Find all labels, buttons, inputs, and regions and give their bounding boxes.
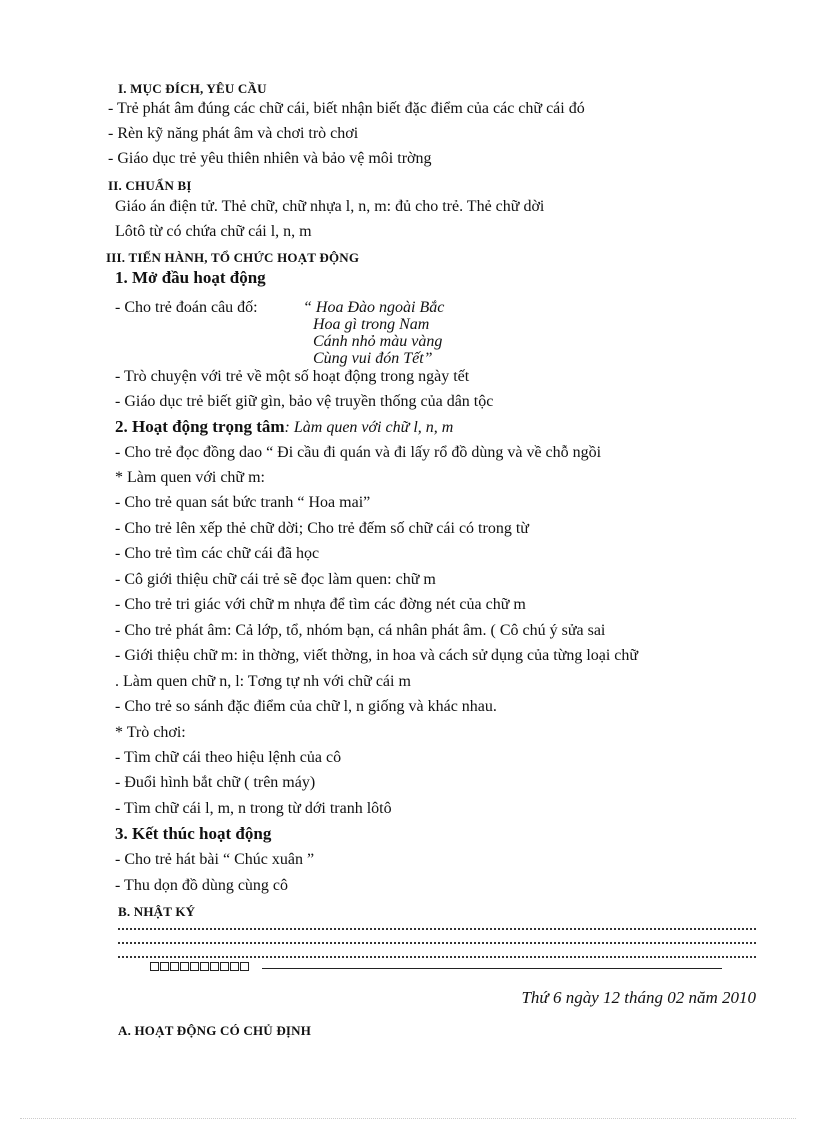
part-2-line: - Cho trẻ phát âm: Cả lớp, tổ, nhóm bạn, cá nhân phát âm. ( Cô chú ý sửa sai [115, 622, 606, 639]
placeholder-box [170, 962, 179, 971]
riddle-line: Hoa gì trong Nam [313, 316, 430, 333]
part-2-line: - Cho trẻ quan sát bức tranh “ Hoa mai” [115, 494, 371, 511]
page-bottom-edge [20, 1118, 796, 1119]
section-a-heading: A. HOẠT ĐỘNG CÓ CHỦ ĐỊNH [118, 1023, 312, 1038]
part-2-line: * Làm quen với chữ m: [115, 469, 265, 486]
section-2-heading: II. CHUẨN BỊ [108, 178, 192, 193]
placeholder-box [160, 962, 169, 971]
date-line: Thứ 6 ngày 12 tháng 02 năm 2010 [521, 988, 756, 1007]
section-3-heading: III. TIẾN HÀNH, TỔ CHỨC HOẠT ĐỘNG [106, 250, 360, 265]
placeholder-box [230, 962, 239, 971]
part-2-line: - Tìm chữ cái l, m, n trong từ dới tranh lôtô [115, 800, 392, 817]
part-3-line: - Thu dọn đồ dùng cùng cô [115, 877, 289, 894]
part-2-line: * Trò chơi: [115, 724, 186, 741]
riddle-line: “ Hoa Đào ngoài Bắc [303, 299, 445, 316]
part-2-line: - Đuổi hình bắt chữ ( trên máy) [115, 774, 316, 791]
part-1-line: - Trò chuyện với trẻ về một số hoạt động trong ngày tết [115, 368, 470, 385]
placeholder-box [240, 962, 249, 971]
part-2-line: - Giới thiệu chữ m: in thờng, viết thờng, in hoa và cách sử dụng của từng loại chữ [115, 647, 639, 664]
section-1-line: - Giáo dục trẻ yêu thiên nhiên và bảo vệ môi trờng [108, 150, 432, 167]
part-2-line: - Tìm chữ cái theo hiệu lệnh của cô [115, 749, 342, 766]
part-1-line: - Giáo dục trẻ biết giữ gìn, bảo vệ truyền thống của dân tộc [115, 393, 494, 410]
section-b-heading: B. NHẬT KÝ [118, 904, 196, 919]
section-1-line: - Rèn kỹ năng phát âm và chơi trò chơi [108, 125, 359, 142]
section-2-line: Giáo án điện tử. Thẻ chữ, chữ nhựa l, n, m: đủ cho trẻ. Thẻ chữ dời [115, 198, 545, 215]
dotted-line [118, 942, 756, 944]
placeholder-box [180, 962, 189, 971]
placeholder-box [190, 962, 199, 971]
dotted-line [118, 956, 756, 958]
part-3-line: - Cho trẻ hát bài “ Chúc xuân ” [115, 851, 315, 868]
part-2-title: 2. Hoạt động trọng tâm [115, 417, 285, 436]
part-3-title: 3. Kết thúc hoạt động [115, 824, 272, 843]
part-2-line: - Cho trẻ tìm các chữ cái đã học [115, 545, 320, 562]
part-2-line: - Cho trẻ tri giác với chữ m nhựa để tìm các đờng nét của chữ m [115, 596, 526, 613]
placeholder-box [150, 962, 159, 971]
part-2-subtitle: : Làm quen với chữ l, n, m [284, 419, 454, 436]
section-1-line: - Trẻ phát âm đúng các chữ cái, biết nhận biết đặc điểm của các chữ cái đó [108, 100, 585, 117]
separator-rule [262, 968, 722, 969]
dotted-line [118, 928, 756, 930]
riddle-intro: - Cho trẻ đoán câu đố: [115, 299, 258, 316]
placeholder-box [220, 962, 229, 971]
placeholder-box [200, 962, 209, 971]
part-2-line: - Cho trẻ lên xếp thẻ chữ dời; Cho trẻ đếm số chữ cái có trong từ [115, 520, 529, 537]
part-2-line: . Làm quen chữ n, l: Tơng tự nh với chữ cái m [115, 673, 411, 690]
part-2-line: - Cho trẻ so sánh đặc điểm của chữ l, n giống và khác nhau. [115, 698, 497, 715]
placeholder-box [210, 962, 219, 971]
part-2-title-row [115, 418, 453, 437]
riddle-line: Cánh nhỏ màu vàng [313, 333, 443, 350]
riddle-line: Cùng vui đón Tết” [313, 350, 433, 367]
part-2-line: - Cô giới thiệu chữ cái trẻ sẽ đọc làm quen: chữ m [115, 571, 436, 588]
placeholder-boxes [150, 962, 250, 971]
part-2-line: - Cho trẻ đọc đồng dao “ Đi cầu đi quán và đi lấy rổ đồ dùng và về chỗ ngồi [115, 444, 602, 461]
section-2-line: Lôtô từ có chứa chữ cái l, n, m [115, 223, 312, 240]
part-1-title: 1. Mở đầu hoạt động [115, 268, 266, 287]
section-1-heading: I. MỤC ĐÍCH, YÊU CẦU [118, 81, 267, 96]
